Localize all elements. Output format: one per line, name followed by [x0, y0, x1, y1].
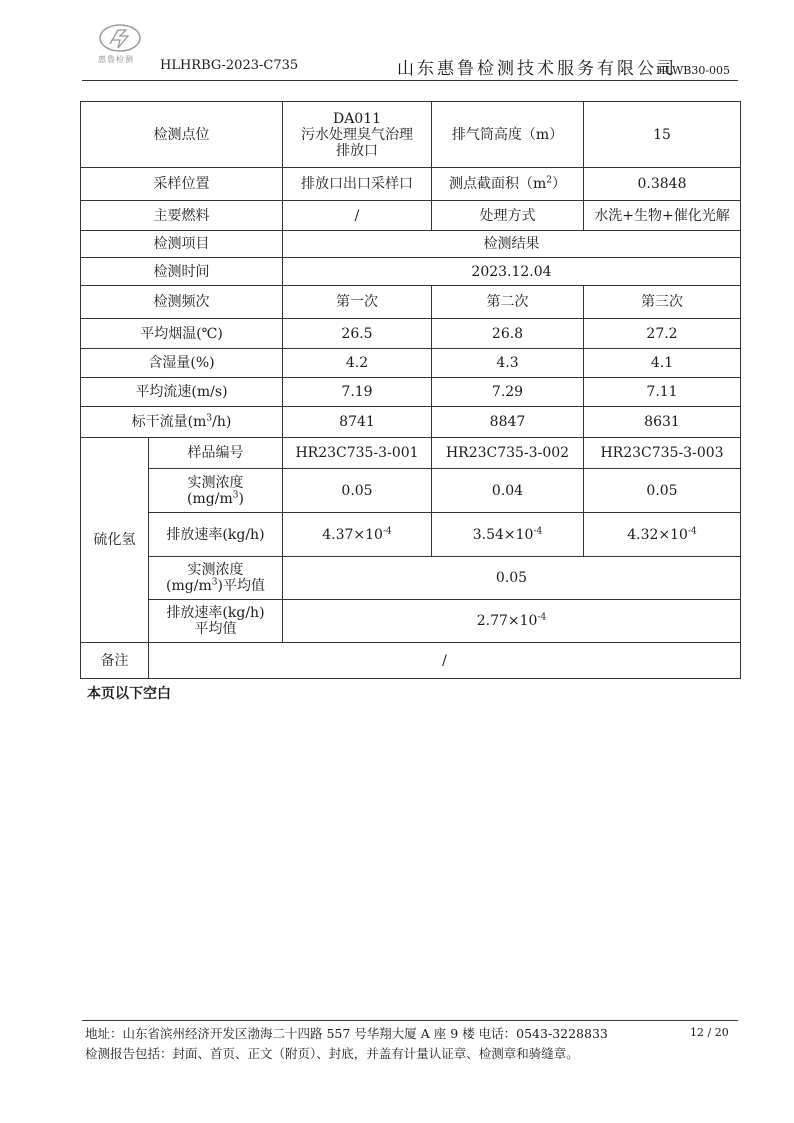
table-row	[81, 557, 741, 600]
flow-2: 8847	[432, 407, 584, 438]
table-row	[81, 258, 741, 286]
sample-no-3: HR23C735-3-003	[584, 438, 741, 469]
fuel-label: 主要燃料	[81, 201, 283, 231]
table-row	[81, 349, 741, 378]
remark-label: 备注	[81, 643, 149, 679]
flow-label: 标干流量$(m^3/h)$	[81, 407, 283, 438]
footer-divider	[82, 1020, 738, 1021]
blank-below-note: 本页以下空白	[87, 686, 171, 702]
page-header	[0, 0, 794, 80]
sample-no-1: HR23C735-3-001	[283, 438, 432, 469]
flow-1: 8741	[283, 407, 432, 438]
time-value: 2023.12.04	[283, 258, 741, 286]
avg-emission-rate-label: 排放速率(kg/h) 平均值	[149, 600, 283, 643]
report-number: HLHRBG-2023-C735	[160, 58, 299, 73]
company-name: 山东惠鲁检测技术服务有限公司	[397, 59, 677, 79]
velocity-1: 7.19	[283, 378, 432, 407]
moisture-3: 4.1	[584, 349, 741, 378]
treatment-value: 水洗+生物+催化光解	[584, 201, 741, 231]
emission-rate-label: 排放速率(kg/h)	[149, 513, 283, 557]
table-row	[81, 168, 741, 201]
footer-address: 地址：山东省滨州经济开发区渤海二十四路 557 号华翔大厦 A 座 9 楼 电话：0543-3228833	[85, 1026, 608, 1041]
table-row	[81, 319, 741, 349]
sampling-position-label: 采样位置	[81, 168, 283, 201]
velocity-2: 7.29	[432, 378, 584, 407]
table-row	[81, 643, 741, 679]
moisture-label: 含湿量(%)	[81, 349, 283, 378]
temperature-2: 26.8	[432, 319, 584, 349]
table-row	[81, 513, 741, 557]
concentration-1: 0.05	[283, 469, 432, 513]
frequency-label: 检测频次	[81, 286, 283, 319]
sample-no-2: HR23C735-3-002	[432, 438, 584, 469]
temperature-label: 平均烟温(℃)	[81, 319, 283, 349]
results-table	[80, 101, 741, 679]
table-row	[81, 407, 741, 438]
form-code: HLWB30-005	[656, 64, 731, 77]
stack-height-value: 15	[584, 102, 741, 168]
sample-no-label: 样品编号	[149, 438, 283, 469]
footer-note: 检测报告包括：封面、首页、正文（附页）、封底，并盖有计量认证章、检测章和骑缝章。	[85, 1046, 579, 1061]
frequency-1: 第一次	[283, 286, 432, 319]
item-label: 检测项目	[81, 231, 283, 258]
avg-concentration-value: 0.05	[283, 557, 741, 600]
remark-value: /	[149, 643, 741, 679]
point-label: 检测点位	[81, 102, 283, 168]
moisture-2: 4.3	[432, 349, 584, 378]
frequency-3: 第三次	[584, 286, 741, 319]
avg-emission-rate-value: $2.77\times 10^{-4}$	[283, 600, 741, 643]
flow-3: 8631	[584, 407, 741, 438]
result-label: 检测结果	[283, 231, 741, 258]
h2s-label: 硫化氢	[81, 438, 149, 643]
frequency-2: 第二次	[432, 286, 584, 319]
area-value: 0.3848	[584, 168, 741, 201]
table-row	[81, 438, 741, 469]
treatment-label: 处理方式	[432, 201, 584, 231]
table-row	[81, 286, 741, 319]
table-row	[81, 231, 741, 258]
emission-rate-3: $4.32\times 10^{-4}$	[584, 513, 741, 557]
emission-rate-1: $4.37\times 10^{-4}$	[283, 513, 432, 557]
concentration-2: 0.04	[432, 469, 584, 513]
velocity-3: 7.11	[584, 378, 741, 407]
table-row	[81, 469, 741, 513]
temperature-1: 26.5	[283, 319, 432, 349]
header-divider	[82, 80, 738, 81]
stack-height-label: 排气筒高度（m）	[432, 102, 584, 168]
table-row	[81, 201, 741, 231]
moisture-1: 4.2	[283, 349, 432, 378]
concentration-3: 0.05	[584, 469, 741, 513]
area-label: 测点截面积$(m^2)$	[432, 168, 584, 201]
time-label: 检测时间	[81, 258, 283, 286]
point-value: DA011 污水处理臭气治理 排放口	[283, 102, 432, 168]
emission-rate-2: $3.54\times 10^{-4}$	[432, 513, 584, 557]
page-number: 12 / 20	[690, 1026, 729, 1039]
velocity-label: 平均流速(m/s)	[81, 378, 283, 407]
logo-text: 惠鲁检测	[98, 55, 134, 64]
table-row	[81, 600, 741, 643]
avg-concentration-label: 实测浓度 $(mg/m^3)$平均值	[149, 557, 283, 600]
fuel-value: /	[283, 201, 432, 231]
sampling-position-value: 排放口出口采样口	[283, 168, 432, 201]
concentration-label: 实测浓度 $(mg/m^3)$	[149, 469, 283, 513]
table-row	[81, 102, 741, 168]
company-logo-icon	[96, 22, 144, 54]
temperature-3: 27.2	[584, 319, 741, 349]
table-row	[81, 378, 741, 407]
